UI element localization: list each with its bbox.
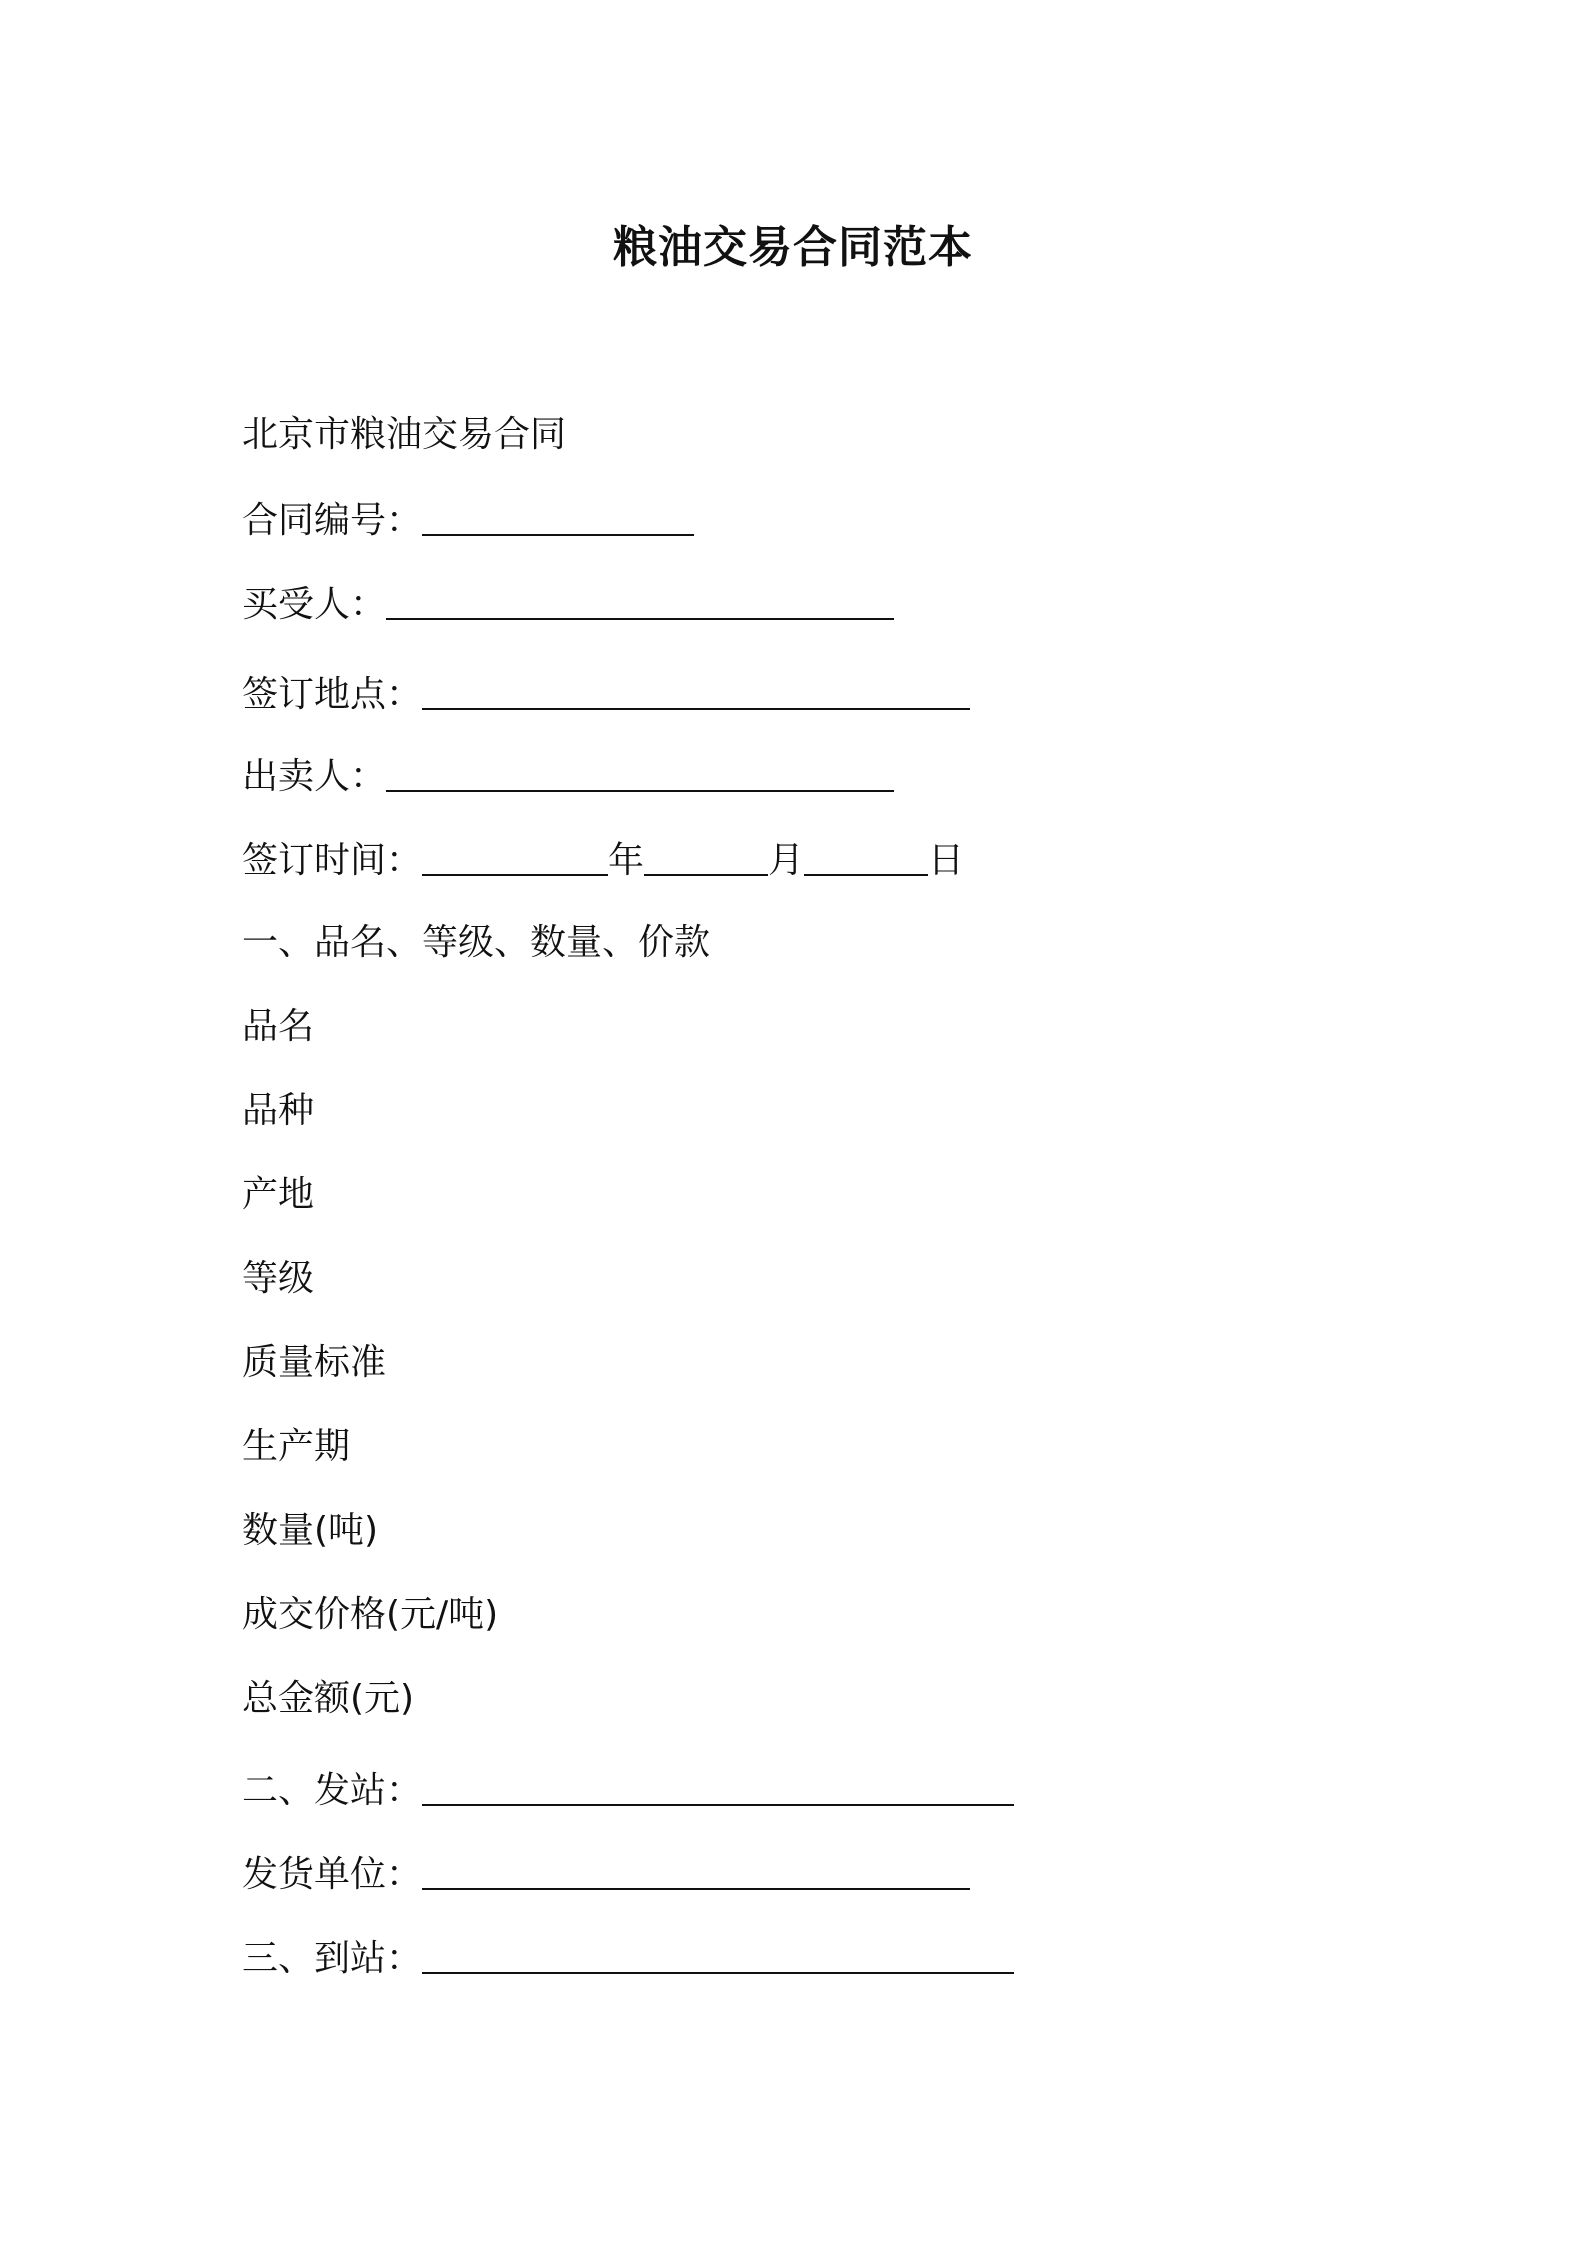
contract-number-row — [242, 494, 694, 546]
signing-time-row — [242, 834, 964, 886]
contract-number-blank — [422, 494, 694, 536]
section-3-row — [242, 1932, 1014, 1984]
shipper-label: 发货单位： — [242, 1854, 423, 1895]
arrival-station-blank — [422, 1932, 1014, 1974]
item-quality-standard: 质量标准 — [242, 1342, 387, 1383]
buyer-blank — [386, 578, 894, 620]
document-title: 粮油交易合同范本 — [613, 222, 973, 273]
item-total-amount: 总金额(元) — [242, 1678, 415, 1719]
seller-label: 出卖人： — [242, 756, 387, 797]
day-blank — [804, 834, 928, 876]
item-production-period: 生产期 — [242, 1426, 351, 1467]
item-unit-price: 成交价格(元/吨) — [242, 1594, 499, 1635]
item-grade: 等级 — [242, 1258, 315, 1299]
buyer-label: 买受人： — [242, 584, 387, 625]
buyer-row — [242, 578, 894, 630]
contract-subtitle: 北京市粮油交易合同 — [242, 414, 567, 455]
shipper-row — [242, 1848, 970, 1900]
signing-place-label: 签订地点： — [242, 674, 423, 715]
item-origin: 产地 — [242, 1174, 315, 1215]
day-label: 日 — [928, 840, 965, 881]
year-blank — [422, 834, 608, 876]
departure-station-blank — [422, 1764, 1014, 1806]
signing-place-blank — [422, 668, 970, 710]
contract-number-label: 合同编号： — [242, 500, 423, 541]
month-label: 月 — [768, 840, 805, 881]
item-product-name: 品名 — [242, 1006, 315, 1047]
item-quantity: 数量(吨) — [242, 1510, 379, 1551]
signing-place-row — [242, 668, 970, 720]
year-label: 年 — [608, 840, 645, 881]
section-1-heading: 一、品名、等级、数量、价款 — [242, 922, 711, 963]
item-variety: 品种 — [242, 1090, 315, 1131]
seller-row — [242, 750, 894, 802]
section-2-row — [242, 1764, 1014, 1816]
departure-station-label: 二、发站： — [242, 1770, 423, 1811]
seller-blank — [386, 750, 894, 792]
arrival-station-label: 三、到站： — [242, 1938, 423, 1979]
month-blank — [644, 834, 768, 876]
signing-time-label: 签订时间： — [242, 840, 423, 881]
shipper-blank — [422, 1848, 970, 1890]
